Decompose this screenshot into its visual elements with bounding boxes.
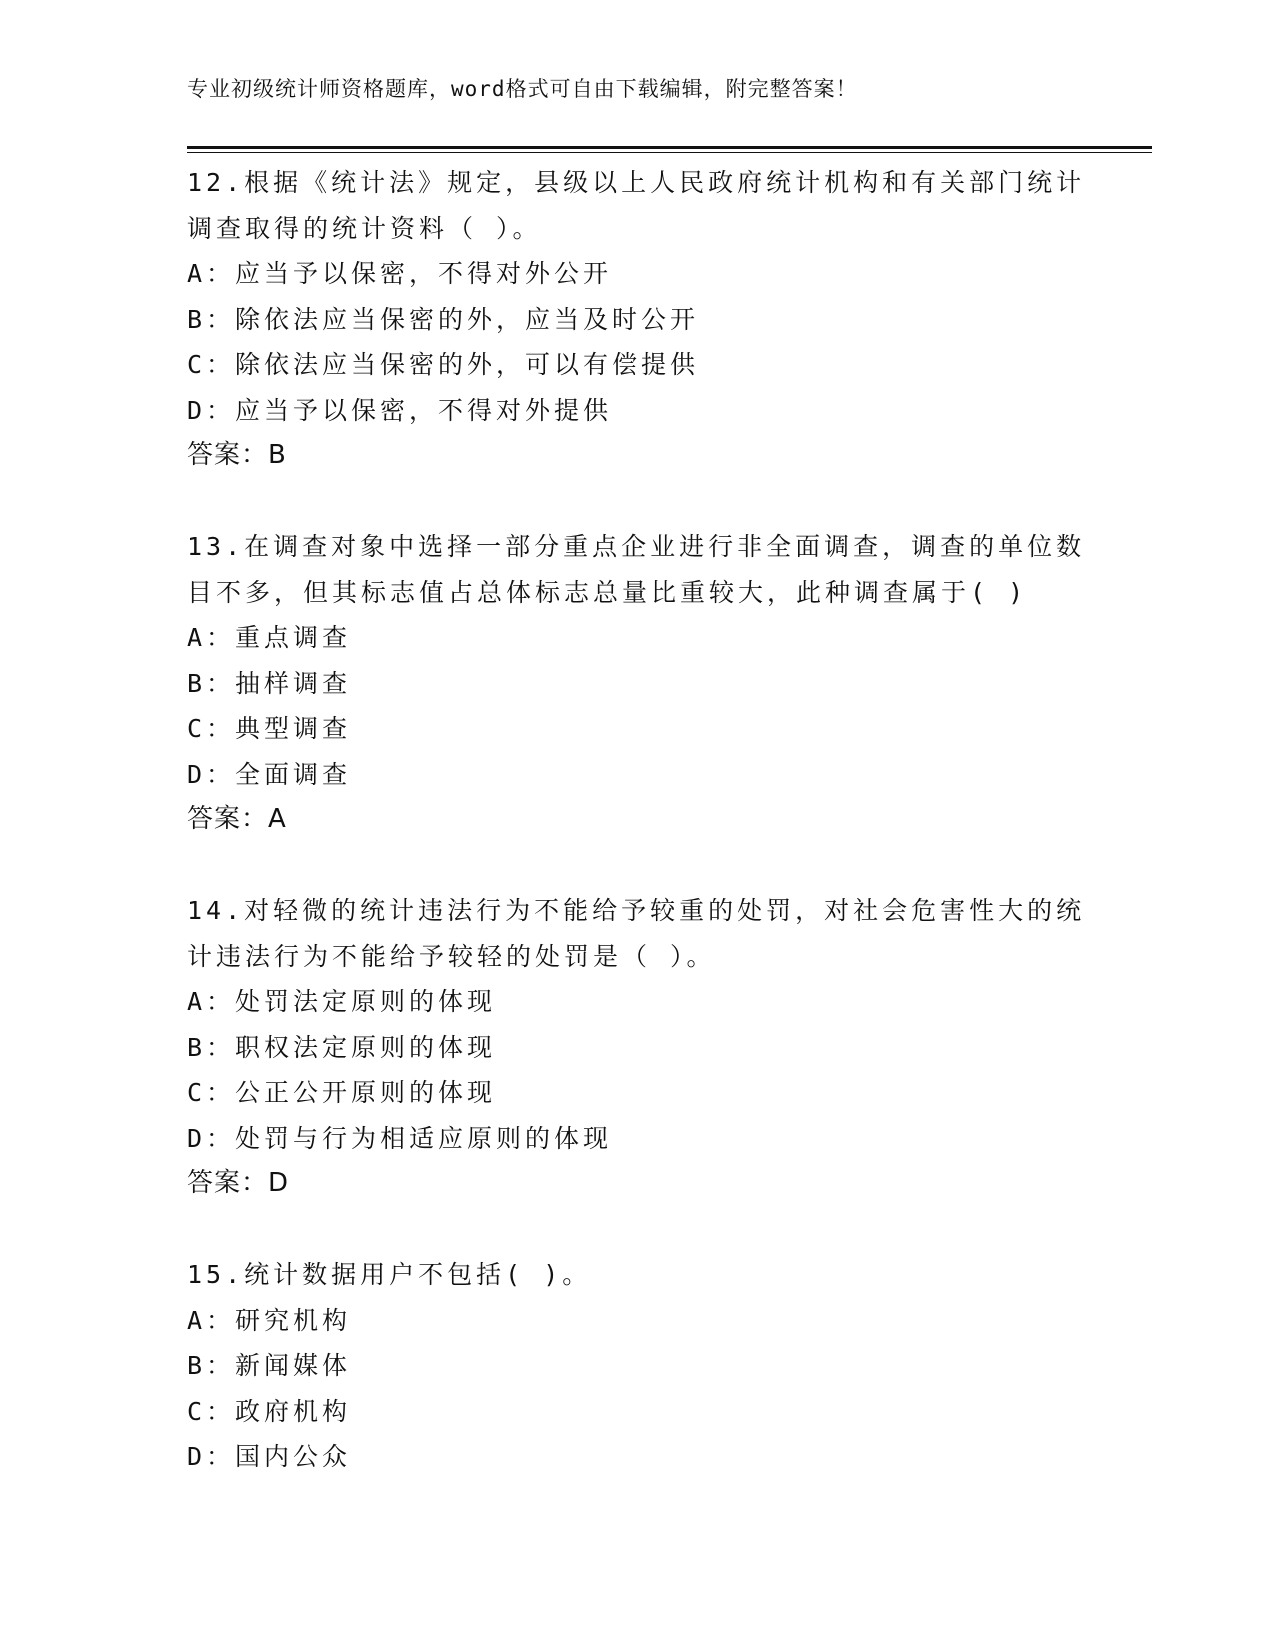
question-stem-line: 调查取得的统计资料（ ）。 xyxy=(187,213,542,243)
question-14 xyxy=(187,888,1087,1207)
option-c: C：典型调查 xyxy=(187,714,352,743)
option-b: B：除依法应当保密的外，应当及时公开 xyxy=(187,304,700,334)
question-spacer xyxy=(187,843,1087,889)
option-b: B：新闻媒体 xyxy=(187,1351,352,1380)
option-d: D：国内公众 xyxy=(187,1442,352,1471)
question-stem-line: 12.根据《统计法》规定，县级以上人民政府统计机构和有关部门统计 xyxy=(187,168,1086,197)
page-header: 专业初级统计师资格题库，word格式可自由下载编辑，附完整答案！ xyxy=(187,77,858,101)
option-d: D：应当予以保密，不得对外提供 xyxy=(187,395,613,425)
header-rule-thin xyxy=(187,152,1152,153)
question-stem-line: 计违法行为不能给予较轻的处罚是（ ）。 xyxy=(187,941,716,971)
option-c: C：政府机构 xyxy=(187,1396,352,1426)
option-d: D：全面调查 xyxy=(187,759,352,789)
question-13 xyxy=(187,524,1087,843)
answer-line: 答案：B xyxy=(187,440,287,470)
option-c: C：公正公开原则的体现 xyxy=(187,1078,497,1107)
header-rule-thick xyxy=(187,146,1152,149)
question-stem-line: 14.对轻微的统计违法行为不能给予较重的处罚，对社会危害性大的统 xyxy=(187,896,1086,925)
option-d: D：处罚与行为相适应原则的体现 xyxy=(187,1123,613,1153)
question-stem-line: 目不多，但其标志值占总体标志总量比重较大，此种调查属于( ) xyxy=(187,577,1028,607)
answer-line: 答案：D xyxy=(187,1168,290,1198)
option-a: A：应当予以保密，不得对外公开 xyxy=(187,259,613,288)
option-a: A：研究机构 xyxy=(187,1305,352,1335)
option-b: B：职权法定原则的体现 xyxy=(187,1032,497,1062)
option-b: B：抽样调查 xyxy=(187,668,352,698)
option-a: A：重点调查 xyxy=(187,623,352,652)
question-spacer xyxy=(187,1207,1087,1253)
question-15 xyxy=(187,1252,1087,1480)
question-spacer xyxy=(187,479,1087,525)
answer-line: 答案：A xyxy=(187,804,287,834)
question-stem-line: 13.在调查对象中选择一部分重点企业进行非全面调查，调查的单位数 xyxy=(187,532,1086,561)
question-stem-line: 15.统计数据用户不包括( )。 xyxy=(187,1260,592,1289)
question-12 xyxy=(187,160,1087,479)
option-a: A：处罚法定原则的体现 xyxy=(187,987,497,1016)
question-list xyxy=(187,160,1087,1480)
option-c: C：除依法应当保密的外，可以有偿提供 xyxy=(187,350,700,379)
